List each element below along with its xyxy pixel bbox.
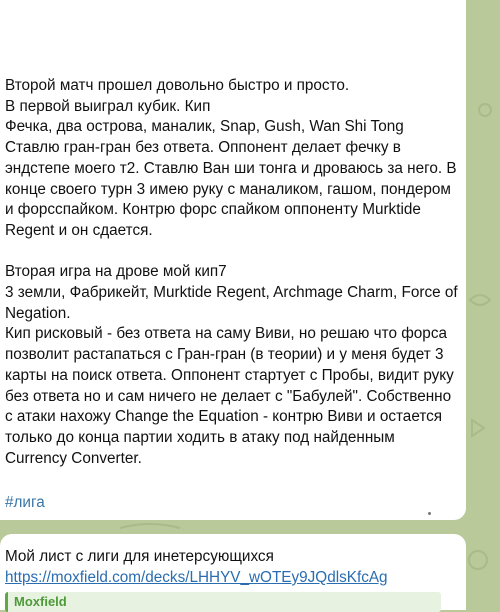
message-paragraph: Вторая игра на дрове мой кип7 <box>5 263 227 281</box>
message-paragraph: Ставлю гран-гран без ответа. Оппонент делает фечку в эндстепе моего т2. Ставлю Ван ши тонга и дроваюсь за него. В конце своего турн 3 имею руку с маналиком, гашом, пондером и форсспайком. Контрю форс спайком оппоненту Murktide Regent и он сдается. <box>5 139 457 239</box>
message-paragraph: В первой выиграл кубик. Кип <box>5 97 211 115</box>
decor-dot <box>428 512 431 515</box>
moxfield-link[interactable]: https://moxfield.com/decks/LHHYV_wOTEy9JQdlsKfcAg <box>5 569 388 586</box>
message-text <box>5 76 461 469</box>
message-paragraph: Второй матч прошел довольно быстро и просто. <box>5 77 350 94</box>
message-paragraph: Кип рисковый - без ответа на саму Виви, но решаю что форса позволит растапаться с Гран-гран (в теории) и у меня будет 3 карты на поиск ответа. Оппонент стартует с Пробы, видит руку без ответа но и сам ничего не делает с "Бабулей". Собственно с атаки нахожу Change the Equation - контрю Виви и остается только до конца партии ходить в атаку под найденным Currency Converter. <box>5 325 454 467</box>
message-text-second: Мой лист с лиги для инетерсующихся <box>5 548 274 565</box>
link-preview[interactable] <box>5 592 441 612</box>
message-paragraph: Фечка, два острова, маналик, Snap, Gush, Wan Shi Tong <box>5 118 404 136</box>
link-preview-site-name: Moxfield <box>14 594 67 609</box>
message-paragraph <box>5 242 461 263</box>
hashtag-link[interactable]: #лига <box>5 494 45 511</box>
message-paragraph: 3 земли, Фабрикейт, Murktide Regent, Archmage Charm, Force of Negation. <box>5 284 458 322</box>
